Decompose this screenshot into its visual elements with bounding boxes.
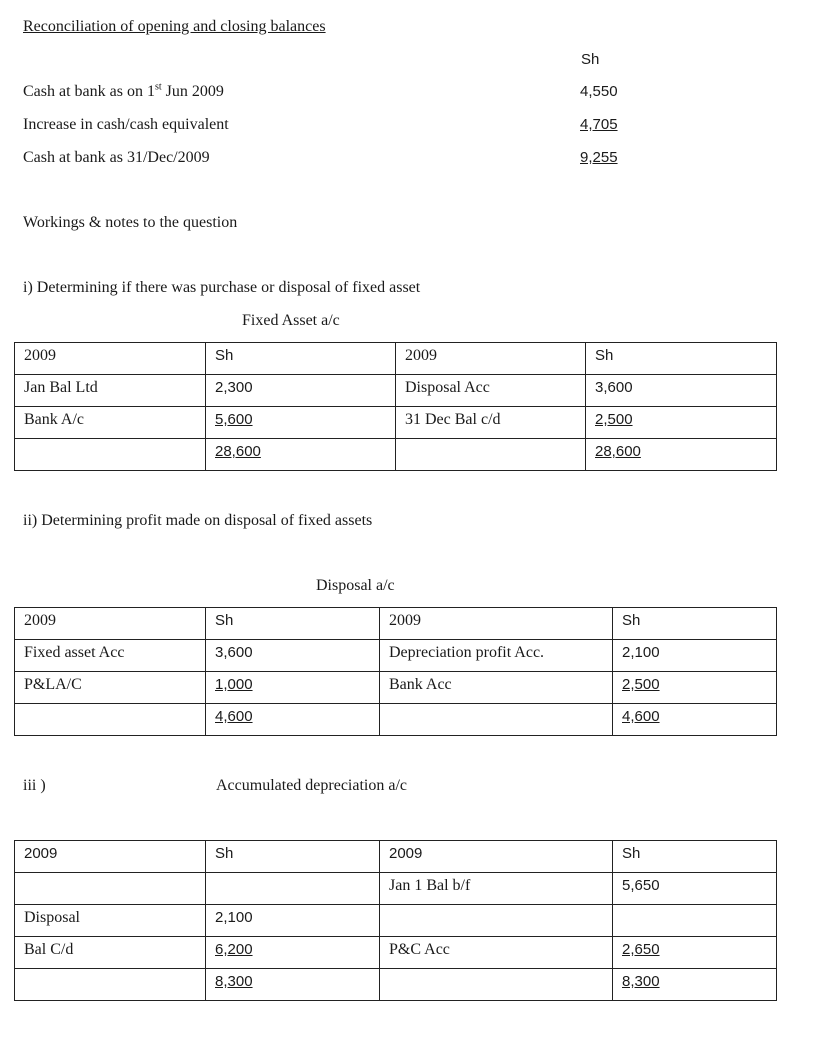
table-row	[15, 969, 777, 1001]
recon-row-opening-amount: 4,550	[580, 83, 618, 100]
ledger-total: 4,600	[215, 708, 253, 725]
ledger-cell: P&C Acc	[380, 937, 613, 969]
ledger-cell: Sh	[206, 608, 380, 640]
ledger-cell: Sh	[613, 608, 777, 640]
ledger-cell: Fixed asset Acc	[15, 640, 206, 672]
ledger-cell	[613, 937, 777, 969]
table-row	[15, 375, 777, 407]
ledger-cell: Bank Acc	[380, 672, 613, 704]
ledger-total: 8,300	[622, 973, 660, 990]
section1-account-title: Fixed Asset a/c	[242, 312, 340, 329]
ledger-cell	[206, 407, 396, 439]
ledger-cell	[613, 704, 777, 736]
ledger-cell: 31 Dec Bal c/d	[396, 407, 586, 439]
ledger-cell: 2,300	[206, 375, 396, 407]
section2-heading: ii) Determining profit made on disposal of fixed assets	[23, 512, 373, 529]
table-row	[15, 640, 777, 672]
ledger-amount: 1,000	[215, 676, 253, 693]
ledger-cell: 2009	[396, 343, 586, 375]
ledger-cell	[206, 704, 380, 736]
ledger-amount: 2,650	[622, 941, 660, 958]
ledger-cell	[613, 969, 777, 1001]
ledger-cell: 2009	[15, 343, 206, 375]
ledger-amount: 6,200	[215, 941, 253, 958]
table-row	[15, 704, 777, 736]
ledger-cell: Sh	[586, 343, 777, 375]
section3-account-title: Accumulated depreciation a/c	[216, 777, 408, 794]
table-row	[15, 672, 777, 704]
ledger-cell: Disposal Acc	[396, 375, 586, 407]
ledger-cell	[15, 704, 206, 736]
table-row	[15, 439, 777, 471]
fixed-asset-ledger	[14, 342, 777, 471]
ledger-cell: Bal C/d	[15, 937, 206, 969]
ledger-cell	[206, 937, 380, 969]
recon-row-opening-label: Cash at bank as on 1st Jun 2009	[23, 81, 224, 100]
ledger-cell: 2009	[380, 608, 613, 640]
ledger-cell: Jan Bal Ltd	[15, 375, 206, 407]
ledger-amount: 5,600	[215, 411, 253, 428]
table-row	[15, 937, 777, 969]
ledger-cell	[613, 672, 777, 704]
ledger-cell	[206, 969, 380, 1001]
section2-account-title: Disposal a/c	[316, 577, 395, 594]
table-row	[15, 873, 777, 905]
ledger-cell	[613, 905, 777, 937]
ledger-cell	[206, 439, 396, 471]
ledger-cell	[586, 439, 777, 471]
ledger-cell	[380, 905, 613, 937]
recon-row-increase-label: Increase in cash/cash equivalent	[23, 116, 229, 133]
ledger-cell: 3,600	[206, 640, 380, 672]
ledger-cell	[206, 873, 380, 905]
ledger-cell	[15, 873, 206, 905]
ledger-cell	[396, 439, 586, 471]
disposal-ledger	[14, 607, 777, 736]
ledger-cell	[586, 407, 777, 439]
recon-row-closing-amount: 9,255	[580, 149, 618, 166]
ledger-cell: 2009	[380, 841, 613, 873]
recon-row-increase-amount: 4,705	[580, 116, 618, 133]
section1-heading: i) Determining if there was purchase or disposal of fixed asset	[23, 279, 421, 296]
ledger-amount: 2,500	[622, 676, 660, 693]
ledger-cell: P&LA/C	[15, 672, 206, 704]
ledger-cell: 2,100	[206, 905, 380, 937]
currency-header: Sh	[581, 51, 600, 68]
ledger-cell	[380, 704, 613, 736]
ledger-cell	[15, 969, 206, 1001]
ledger-amount: 2,500	[595, 411, 633, 428]
ledger-cell	[15, 439, 206, 471]
ledger-total: 4,600	[622, 708, 660, 725]
ledger-cell: Disposal	[15, 905, 206, 937]
table-row	[15, 905, 777, 937]
table-row	[15, 343, 777, 375]
ledger-cell: Jan 1 Bal b/f	[380, 873, 613, 905]
ledger-cell: Bank A/c	[15, 407, 206, 439]
ledger-cell: 5,650	[613, 873, 777, 905]
ledger-cell: Sh	[613, 841, 777, 873]
ledger-total: 28,600	[595, 443, 641, 460]
recon-row-closing-label: Cash at bank as 31/Dec/2009	[23, 149, 210, 166]
ledger-cell: Depreciation profit Acc.	[380, 640, 613, 672]
ledger-cell	[206, 672, 380, 704]
ledger-cell	[380, 969, 613, 1001]
ledger-total: 8,300	[215, 973, 253, 990]
ledger-cell: 2009	[15, 608, 206, 640]
table-row	[15, 841, 777, 873]
table-row	[15, 608, 777, 640]
ledger-cell: Sh	[206, 841, 380, 873]
ledger-total: 28,600	[215, 443, 261, 460]
workings-heading: Workings & notes to the question	[23, 214, 238, 231]
reconciliation-title: Reconciliation of opening and closing balances	[23, 18, 326, 35]
table-row	[15, 407, 777, 439]
ledger-cell: 3,600	[586, 375, 777, 407]
ledger-cell: 2,100	[613, 640, 777, 672]
section3-heading: iii )	[23, 777, 46, 794]
ledger-cell: Sh	[206, 343, 396, 375]
accumulated-depreciation-ledger	[14, 840, 777, 1001]
ledger-cell: 2009	[15, 841, 206, 873]
